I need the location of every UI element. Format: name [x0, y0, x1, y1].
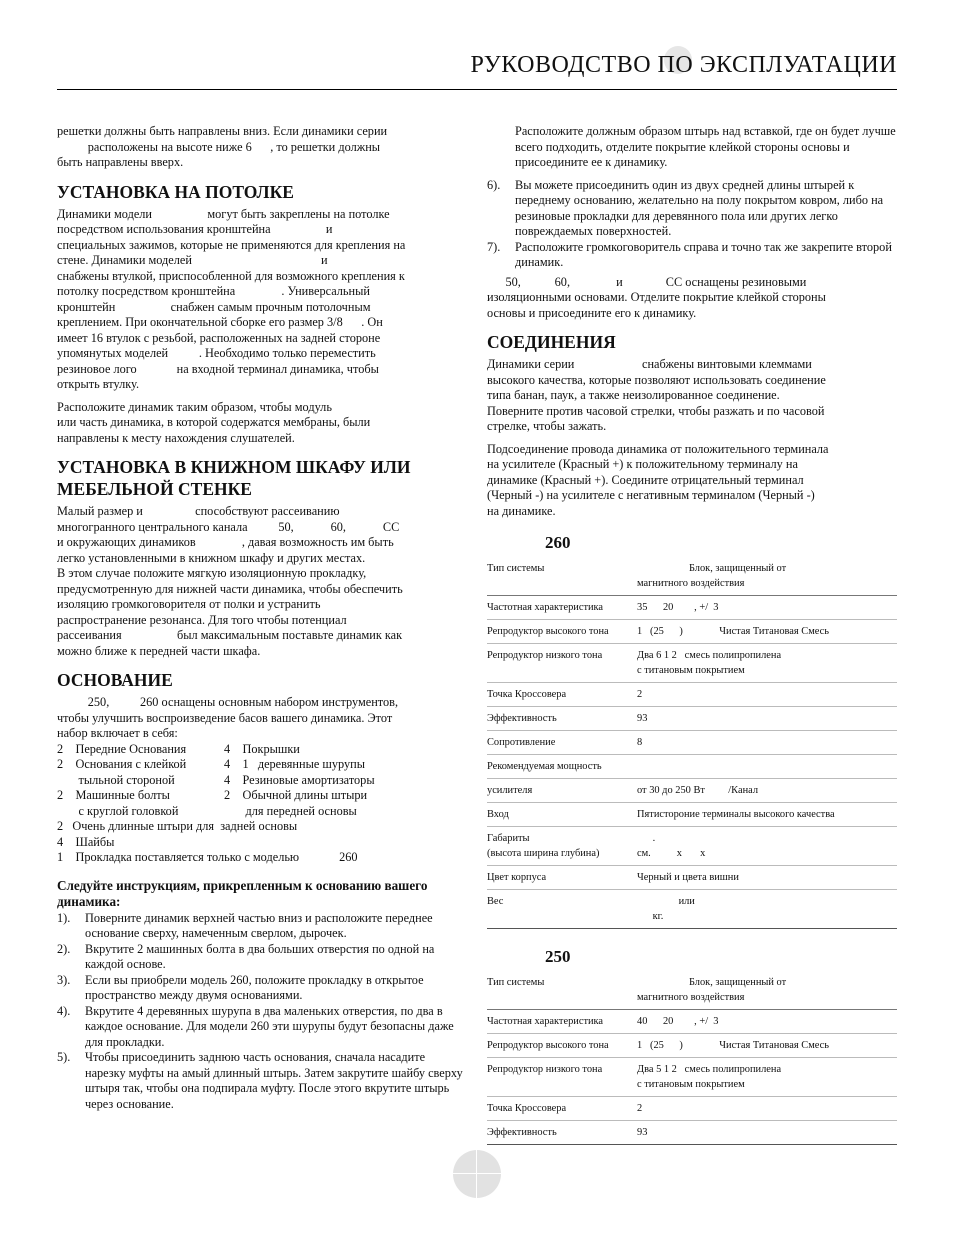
- spec-value: 35 20 , +/ 3: [637, 602, 719, 613]
- kit-row: [57, 757, 467, 773]
- spec-key: Габариты (высота ширина глубина): [487, 833, 600, 859]
- connections-paragraph-1: Динамики серии снабжены винтовыми клеммами высокого качества, которые позволяют использовать соединение типа банан, паук, а также неизолированное соединение. Поверните против часовой стрелки, чтобы разжать и по часовой стрелке, чтобы зажать.: [487, 357, 826, 433]
- spec-value: Два 5 1 2 смесь полипропилена с титановым покрытием: [637, 1064, 782, 1090]
- intro-paragraph: решетки должны быть направлены вниз. Если динамики серии расположены на высоте ниже 6 , то решетки должны быть направлены вверх.: [57, 124, 388, 169]
- kit-row: [57, 773, 467, 789]
- spec-key: Вход: [487, 809, 509, 820]
- spec-value: или кг.: [652, 896, 695, 922]
- table-row: [487, 827, 897, 866]
- spec-key: Точка Кроссовера: [487, 689, 567, 700]
- ceiling-paragraph-2: Расположите динамик таким образом, чтобы модуль или часть динамика, в которой содержатся мембраны, были направлены к месту нахождения слушателей.: [57, 399, 371, 445]
- step-text: Чтобы присоединить заднюю часть основания, сначала насадите нарезку муфты на амый длинный штырь. Затем закрутите шайбу сверху штыря так, чтобы она подпирала муфту. После этого вкрутите штырь через основание.: [85, 1050, 463, 1111]
- spec-value: [637, 755, 897, 779]
- spec-value: Два 6 1 2 смесь полипропилена с титановым покрытием: [637, 650, 782, 676]
- table-row: [487, 557, 897, 596]
- base-paragraph: 250, 260 оснащены основным набором инструментов, чтобы улучшить воспроизведение басов вашего динамика. Этот набор включает в себя:: [57, 695, 399, 740]
- step-item: [487, 240, 897, 271]
- table-row: [487, 971, 897, 1010]
- kit-list: [57, 742, 467, 866]
- instruction-steps-continued: [487, 178, 897, 271]
- spec-value: 40 20 , +/ 3: [637, 1016, 719, 1027]
- table-row: [487, 1097, 897, 1121]
- table-row: [487, 1058, 897, 1097]
- spec-value: от 30 до 250 Вт /Канал: [637, 785, 759, 796]
- kit-item: 4 Резиновые амортизаторы: [224, 772, 375, 787]
- spec-value: Черный и цвета вишни: [637, 872, 739, 883]
- spec-key: Точка Кроссовера: [487, 1103, 567, 1114]
- kit-item: 4 1 деревянные шурупы: [224, 757, 365, 771]
- kit-item: 4 Покрышки: [224, 741, 300, 756]
- spec-key: Репродуктор низкого тона: [487, 1064, 603, 1075]
- spec-value: 8: [637, 737, 643, 748]
- spec-key: усилителя: [487, 785, 533, 796]
- step-item: [57, 942, 467, 973]
- base-heading: ОСНОВАНИЕ: [57, 670, 173, 690]
- spec-250-title: 250: [545, 947, 571, 966]
- spec-key: Эффективность: [487, 713, 557, 724]
- spec-key: Частотная характеристика: [487, 602, 604, 613]
- connections-heading: СОЕДИНЕНИЯ: [487, 332, 616, 352]
- spec-key: Вес: [487, 896, 504, 907]
- kit-item: 1 Прокладка поставляется только с моделью 260: [57, 850, 358, 864]
- step-item: [487, 178, 897, 240]
- spec-key: Частотная характеристика: [487, 1016, 604, 1027]
- table-row: [487, 1010, 897, 1034]
- spec-key: Эффективность: [487, 1127, 557, 1138]
- step-text: Вкрутите 4 деревянных шурупа в два маленьких отверстия, по два в каждое основание. Для модели 260 эти шурупы будут безопасны даже для прокладки.: [85, 1003, 454, 1049]
- table-row: [487, 683, 897, 707]
- ceiling-heading: УСТАНОВКА НА ПОТОЛКЕ: [57, 181, 294, 202]
- table-row: [487, 755, 897, 779]
- spec-key: Сопротивление: [487, 737, 556, 748]
- kit-item: для передней основы: [224, 803, 357, 818]
- kit-item: 2 Машинные болты: [57, 788, 170, 802]
- step-number: 1).: [57, 910, 71, 925]
- table-row: [487, 731, 897, 755]
- header-divider: [57, 89, 897, 90]
- spec-key: Цвет корпуса: [487, 872, 547, 883]
- kit-item: 2 Основания с клейкой: [57, 757, 187, 771]
- spec-value: 93: [637, 1127, 648, 1138]
- spec-value: 2: [637, 689, 643, 700]
- kit-item: с круглой головкой: [57, 803, 179, 818]
- spec-table-250: [487, 971, 897, 1145]
- spec-key: Тип системы: [487, 563, 545, 574]
- spec-key: Тип системы: [487, 977, 545, 988]
- kit-item: 4 Шайбы: [57, 834, 115, 849]
- connections-paragraph-2: Подсоединение провода динамика от положительного терминала на усилителе (Красный +) к положительному терминалу на динамике (Красный +). Соедините отрицательный терминал (Черный -) на усилителе с негативным терминалом (Черный -) на динамике.: [487, 441, 829, 518]
- table-row: [487, 707, 897, 731]
- spec-key: Репродуктор низкого тона: [487, 650, 603, 661]
- table-row: [487, 1121, 897, 1145]
- step-text: Поверните динамик верхней частью вниз и расположите переднее основание сверху, намеченным сверлом, дырочек.: [85, 910, 433, 940]
- step-number: 2).: [57, 941, 71, 956]
- step-text: Если вы приобрели модель 260, положите прокладку в открытое пространство между двумя основаниями.: [85, 972, 424, 1002]
- kit-row: [57, 742, 467, 758]
- table-row: [487, 803, 897, 827]
- step-text: Расположите громкоговоритель справа и точно так же закрепите второй динамик.: [515, 239, 892, 269]
- kit-row: [57, 804, 467, 820]
- spec-table-260: [487, 557, 897, 929]
- step-number: 5).: [57, 1050, 71, 1064]
- table-row: [487, 890, 897, 929]
- table-row: [487, 596, 897, 620]
- spec-value: Блок, защищенный от магнитного воздействия: [637, 563, 787, 589]
- spec-key: Репродуктор высокого тона: [487, 626, 609, 637]
- step-item: [57, 911, 467, 942]
- instructions-subheading: Следуйте инструкциям, прикрепленным к основанию вашего динамика:: [57, 877, 428, 909]
- spec-value: 2: [637, 1103, 643, 1114]
- spec-value: . см. х х: [637, 833, 706, 859]
- kit-row: [57, 788, 467, 804]
- table-row: [487, 620, 897, 644]
- table-row: [487, 1034, 897, 1058]
- step-item: [57, 973, 467, 1004]
- spec-value: 1 (25 ) Чистая Титановая Смесь: [637, 626, 830, 637]
- spec-260-title: 260: [545, 533, 571, 552]
- bookshelf-paragraph: Малый размер и способствуют рассеиванию многогранного центрального канала 50, 60, CC и окружающих динамиков , давая возможность им быть легко установленными в книжном шкафу и других местах. В этом случае положите мягкую изоляционную прокладку, предусмотренную для нижней части динамика, чтобы обеспечить изоляцию громкоговорителя от полки и устранить распространение резонанса. Для того чтобы потенциал рассеивания был максимальным поставьте динамик как можно ближе к передней части шкафа.: [57, 504, 403, 658]
- step-number: 7).: [487, 239, 501, 254]
- bookshelf-heading: УСТАНОВКА В КНИЖНОМ ШКАФУ ИЛИ МЕБЕЛЬНОЙ СТЕНКЕ: [57, 457, 411, 499]
- spec-value: 1 (25 ) Чистая Титановая Смесь: [637, 1040, 830, 1051]
- table-row: [487, 644, 897, 683]
- step-item: [57, 1004, 467, 1051]
- kit-item: 2 Очень длинные штыри для задней основы: [57, 819, 298, 833]
- step-number: 4).: [57, 1003, 71, 1018]
- table-row: [487, 866, 897, 890]
- spec-value: Пятистороние терминалы высокого качества: [637, 809, 835, 820]
- rubber-feet-note: 50, 60, и CC оснащены резиновыми изоляционными основами. Отделите покрытие клейкой стороны основы и присоедините его к динамику.: [487, 274, 826, 320]
- step-item: [57, 1050, 467, 1112]
- right-column: [487, 124, 897, 1145]
- spec-value: 93: [637, 713, 648, 724]
- kit-item: 2 Передние Основания: [57, 741, 187, 756]
- kit-item: тыльной стороной: [57, 772, 175, 787]
- kit-item: 2 Обычной длины штыри: [224, 788, 368, 802]
- instruction-steps: [57, 911, 467, 1113]
- left-column: [57, 124, 467, 1112]
- step-number: 6).: [487, 177, 501, 192]
- spec-key: Рекомендуемая мощность: [487, 761, 602, 772]
- spec-key: Репродуктор высокого тона: [487, 1040, 609, 1051]
- ceiling-paragraph-1: Динамики модели могут быть закреплены на потолке посредством использования кронштейна и специальных зажимов, которые не применяются для крепления на стене. Динамики моделей и снабжены втулкой, приспособленной для возможного крепления к потолку посредством кронштейна . Универсальный кронштейн снабжен самым прочным потолочным креплением. При окончательной сборке его размер 3/8 . Он имеет 16 втулок с резьбой, расположенных на задней стороне упомянутых моделей . Необходимо только переместить резиновое лого на входной терминал динамика, чтобы открыть втулку.: [57, 206, 406, 391]
- page-title: РУКОВОДСТВО ПО ЭКСПЛУАТАЦИИ: [470, 52, 897, 78]
- table-row: [487, 779, 897, 803]
- spec-value: Блок, защищенный от магнитного воздействия: [637, 977, 787, 1003]
- step-text: Вкрутите 2 машинных болта в два больших отверстия по одной на каждой основе.: [85, 941, 435, 971]
- step-continuation: Расположите должным образом штырь над вставкой, где он будет лучше всего подходить, отделите покрытие клейкой стороны основы и присоедините ее к динамику.: [515, 124, 896, 169]
- step-number: 3).: [57, 972, 71, 987]
- decorative-circle: [453, 1150, 501, 1198]
- step-text: Вы можете присоединить один из двух средней длины штырей к переднему основанию, желательно на полу покрытом ковром, либо на резиновые прокладки для деревянного пола или других легко повреждаемых поверхностей.: [515, 177, 884, 238]
